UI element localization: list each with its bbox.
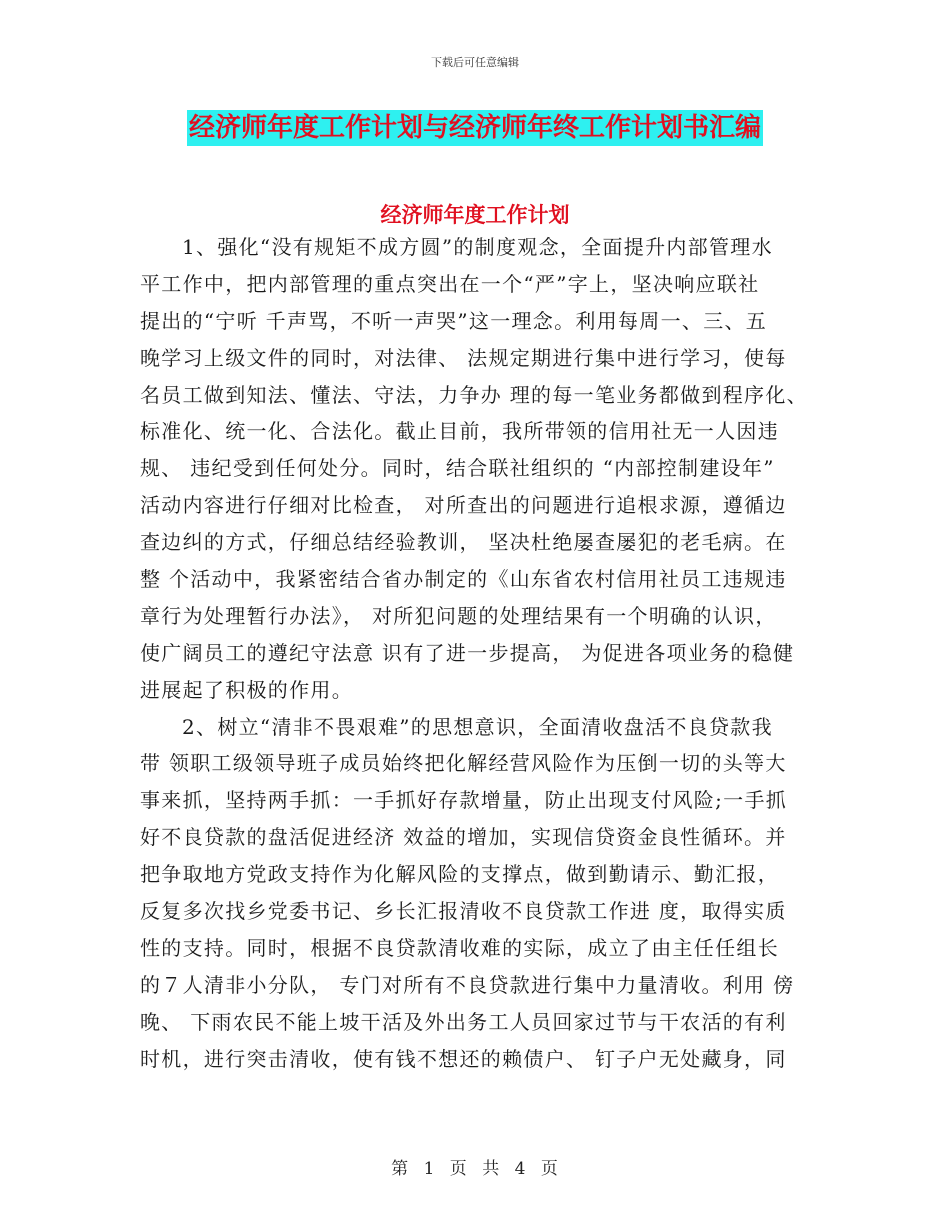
body-line: 进展起了积极的作用。 bbox=[140, 677, 353, 702]
footer-page-number: 1 bbox=[423, 1159, 436, 1179]
body-line: 反复多次找乡党委书记、乡长汇报清收不良贷款工作进 度，取得实质 bbox=[140, 899, 787, 924]
body-line: 的７人清非小分队， 专门对所有不良贷款进行集中力量清收。利用 傍 bbox=[140, 972, 795, 997]
body-line: 标准化、统一化、合法化。截止目前，我所带领的信用社无一人因违 bbox=[140, 419, 779, 444]
footer-total-label: 共 bbox=[482, 1159, 501, 1179]
body-line: 事来抓，坚持两手抓：一手抓好存款增量，防止出现支付风险;一手抓 bbox=[140, 788, 788, 813]
body-line: 晚学习上级文件的同时，对法律、 法规定期进行集中进行学习，使每 bbox=[140, 345, 787, 370]
footer-total-pages: 4 bbox=[514, 1159, 527, 1179]
footer-page-label: 第 bbox=[391, 1159, 410, 1179]
footer-page-unit: 页 bbox=[449, 1159, 468, 1179]
body-line: 把争取地方党政支持作为化解风险的支撑点，做到勤请示、勤汇报， bbox=[140, 862, 779, 887]
body-line: 名员工做到知法、懂法、守法，力争办 理的每一笔业务都做到程序化、 bbox=[140, 382, 808, 407]
body-line: 整 个活动中，我紧密结合省办制定的《山东省农村信用社员工违规违 bbox=[140, 567, 787, 592]
page-header-note: 下载后可任意编辑 bbox=[431, 56, 519, 69]
page-footer bbox=[0, 1154, 950, 1179]
section-title: 经济师年度工作计划 bbox=[380, 203, 570, 227]
body-line: 提出的“宁听 千声骂，不听一声哭”这一理念。利用每周一、三、五 bbox=[140, 308, 768, 333]
document-body bbox=[140, 229, 818, 1077]
body-line: 活动内容进行仔细对比检查， 对所查出的问题进行追根求源，遵循边 bbox=[140, 493, 787, 518]
body-line: 2、树立“清非不畏艰难”的思想意识，全面清收盘活不良贷款我 bbox=[182, 714, 773, 739]
body-line: 平工作中，把内部管理的重点突出在一个“严”字上，坚决响应联社 bbox=[140, 271, 760, 296]
footer-total-unit: 页 bbox=[540, 1159, 559, 1179]
body-line: 1、强化“没有规矩不成方圆”的制度观念，全面提升内部管理水 bbox=[182, 235, 773, 259]
main-title-container bbox=[0, 110, 950, 146]
body-line: 好不良贷款的盘活促进经济 效益的增加，实现信贷资金良性循环。并 bbox=[140, 825, 787, 850]
body-line: 带 领职工级领导班子成员始终把化解经营风险作为压倒一切的头等大 bbox=[140, 751, 787, 776]
main-title: 经济师年度工作计划与经济师年终工作计划书汇编 bbox=[187, 110, 763, 146]
body-line: 规、 违纪受到任何处分。同时，结合联社组织的 “内部控制建设年” bbox=[140, 456, 775, 481]
body-line: 性的支持。同时，根据不良贷款清收难的实际，成立了由主任任组长 bbox=[140, 935, 779, 960]
body-line: 使广阔员工的遵纪守法意 识有了进一步提高， 为促进各项业务的稳健 bbox=[140, 640, 795, 665]
body-line: 章行为处理暂行办法》， 对所犯问题的处理结果有一个明确的认识， bbox=[140, 603, 777, 628]
body-line: 晚、 下雨农民不能上坡干活及外出务工人员回家过节与干农活的有利 bbox=[140, 1009, 787, 1034]
body-line: 时机，进行突击清收，使有钱不想还的赖债户、 钉子户无处藏身，同 bbox=[140, 1046, 787, 1071]
body-line: 查边纠的方式，仔细总结经验教训， 坚决杜绝屡查屡犯的老毛病。在 bbox=[140, 530, 787, 555]
